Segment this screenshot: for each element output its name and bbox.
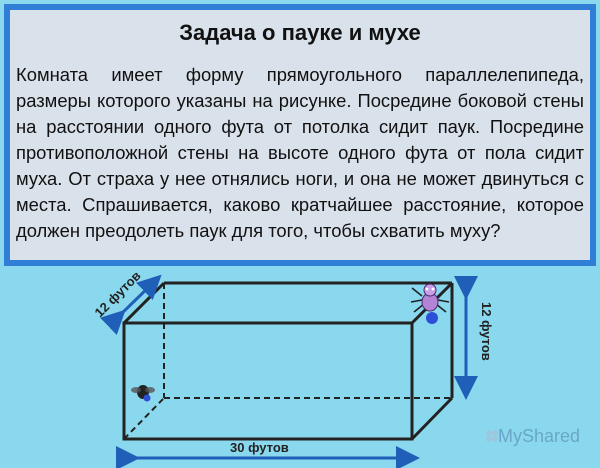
height-label: 12 футов	[479, 302, 494, 361]
length-label: 30 футов	[230, 440, 289, 455]
watermark: MyShared	[498, 426, 581, 446]
problem-title: Задача о пауке и мухе	[179, 20, 421, 45]
bottom-left-depth-edge	[124, 398, 164, 439]
problem-text: Комната имеет форму прямоугольного параллелепипеда, размеры которого указаны на рисунке. Посредине боковой стены на расстоянии одного фута от потолка сидит паук. Посредине противоположной стены на высоте одного фута от пола сидит муха. От страха у нее отнялись ноги, и она не может двинуться с места. Спрашивается, каково кратчайшее расстояние, которое должен преодолеть паук для того, чтобы схватить муху?	[16, 64, 584, 241]
fly-icon	[131, 385, 155, 402]
front-face	[124, 323, 412, 439]
depth-label: 12 футов	[91, 267, 144, 321]
bottom-right-depth-edge	[412, 398, 452, 439]
box-edges	[124, 283, 452, 439]
